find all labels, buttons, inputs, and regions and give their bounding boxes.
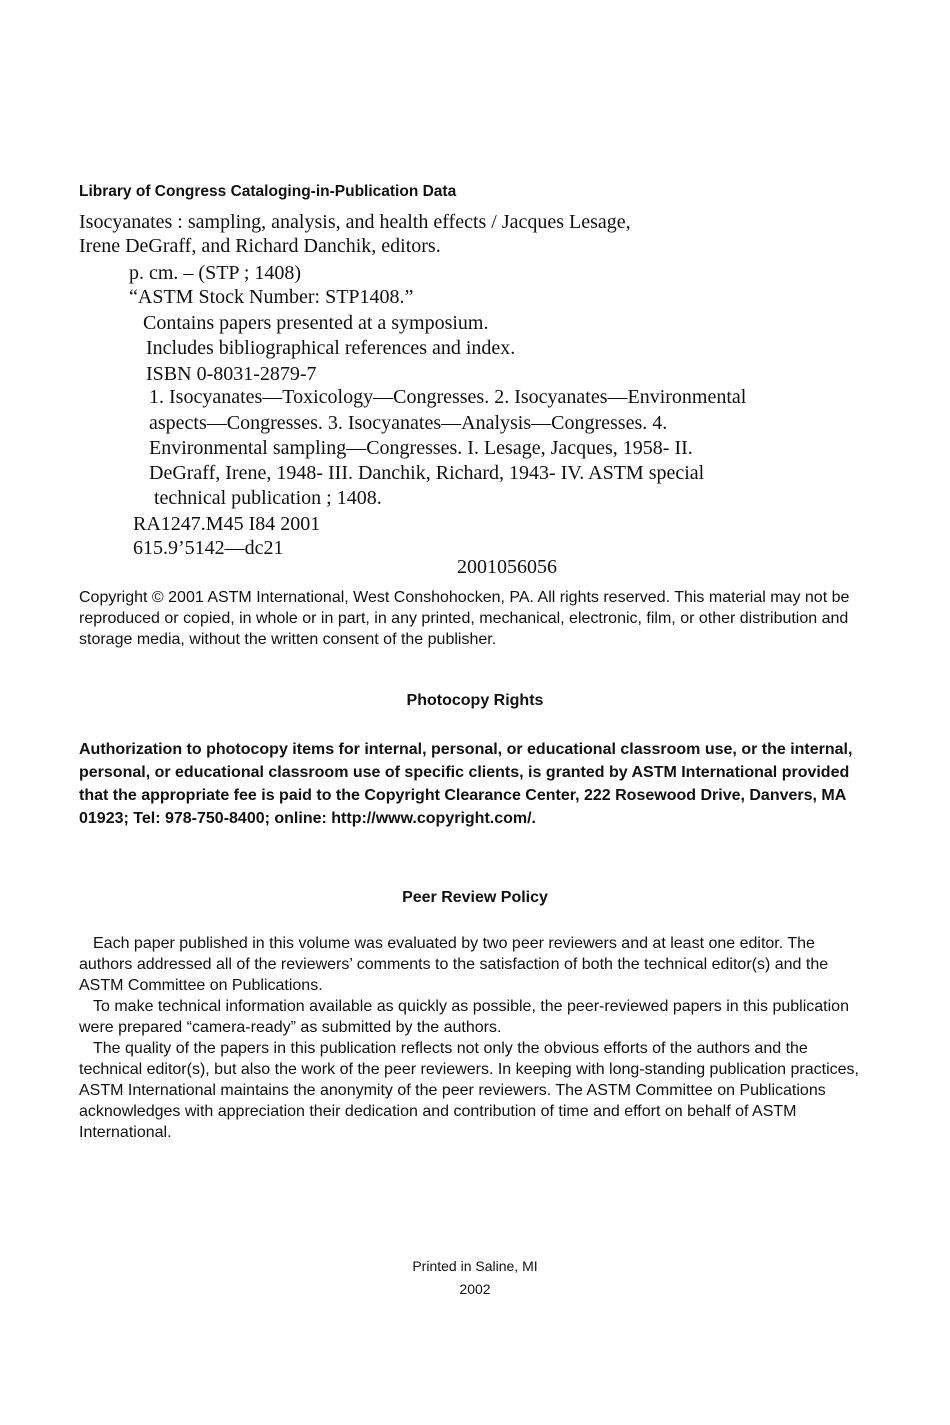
cip-line-subjects-5: technical publication ; 1408. xyxy=(154,487,382,509)
lccn-number: 2001056056 xyxy=(457,556,557,578)
peer-review-paragraph: Each paper published in this volume was evaluated by two peer reviewers and at least one editor. The authors addressed all of the reviewers’ comments to the satisfaction of both the technical editor(s) and the ASTM Committee on Publications. xyxy=(79,935,829,994)
peer-review-paragraph: To make technical information available as quickly as possible, the peer-reviewed papers in this publication were prepared “camera-ready” as submitted by the authors. xyxy=(79,998,849,1036)
cip-line-stock-number: “ASTM Stock Number: STP1408.” xyxy=(129,286,414,308)
cip-line-subjects-2: aspects—Congresses. 3. Isocyanates—Analysis—Congresses. 4. xyxy=(149,412,668,434)
cip-line-subjects-4: DeGraff, Irene, 1948- III. Danchik, Richard, 1943- IV. ASTM special xyxy=(149,462,705,484)
copyright-text: Copyright © 2001 ASTM International, West Conshohocken, PA. All rights reserved. This material may not be reproduced or copied, in whole or in part, in any printed, mechanical, electronic, film, or other distribution and storage media, without the written consent of the publisher. xyxy=(79,589,850,648)
cip-heading: Library of Congress Cataloging-in-Publication Data xyxy=(79,183,457,200)
peer-review-title: Peer Review Policy xyxy=(402,889,548,906)
cip-line-lc-call-number: RA1247.M45 I84 2001 xyxy=(133,513,321,535)
cip-line-subjects-3: Environmental sampling—Congresses. I. Lesage, Jacques, 1958- II. xyxy=(149,437,693,459)
cip-line-isbn: ISBN 0-8031-2879-7 xyxy=(146,363,317,385)
cip-line-title: Isocyanates : sampling, analysis, and health effects / Jacques Lesage, xyxy=(79,211,631,233)
cip-line-subjects-1: 1. Isocyanates—Toxicology—Congresses. 2. Isocyanates—Environmental xyxy=(149,386,747,408)
printed-location: Printed in Saline, MI xyxy=(412,1258,538,1274)
peer-review-paragraph: The quality of the papers in this publication reflects not only the obvious efforts of the authors and the technical editor(s), but also the work of the peer reviewers. In keeping with long-standing publication practices, ASTM International maintains the anonymity of the peer reviewers. The ASTM Committee on Publications acknowledges with appreciation their dedication and contribution of time and effort on behalf of ASTM International. xyxy=(79,1040,859,1141)
photocopy-rights-title: Photocopy Rights xyxy=(406,692,544,709)
cip-line-dewey-number: 615.9’5142—dc21 xyxy=(133,537,284,559)
peer-review-body xyxy=(79,933,869,1143)
cip-line-note-references: Includes bibliographical references and index. xyxy=(146,337,516,359)
copyright-notice xyxy=(79,587,879,650)
photocopy-rights-body: Authorization to photocopy items for internal, personal, or educational classroom use, or the internal, personal, or educational classroom use of specific clients, is granted by ASTM International provided that the appropriate fee is paid to the Copyright Clearance Center, 222 Rosewood Drive, Danvers, MA 01923; Tel: 978-750-8400; online: http://www.copyright.com/. xyxy=(79,741,853,827)
cip-line-editors: Irene DeGraff, and Richard Danchik, editors. xyxy=(79,235,441,257)
cip-line-series: p. cm. – (STP ; 1408) xyxy=(129,262,302,284)
cip-line-note-symposium: Contains papers presented at a symposium. xyxy=(143,312,489,334)
printed-year: 2002 xyxy=(459,1281,491,1297)
